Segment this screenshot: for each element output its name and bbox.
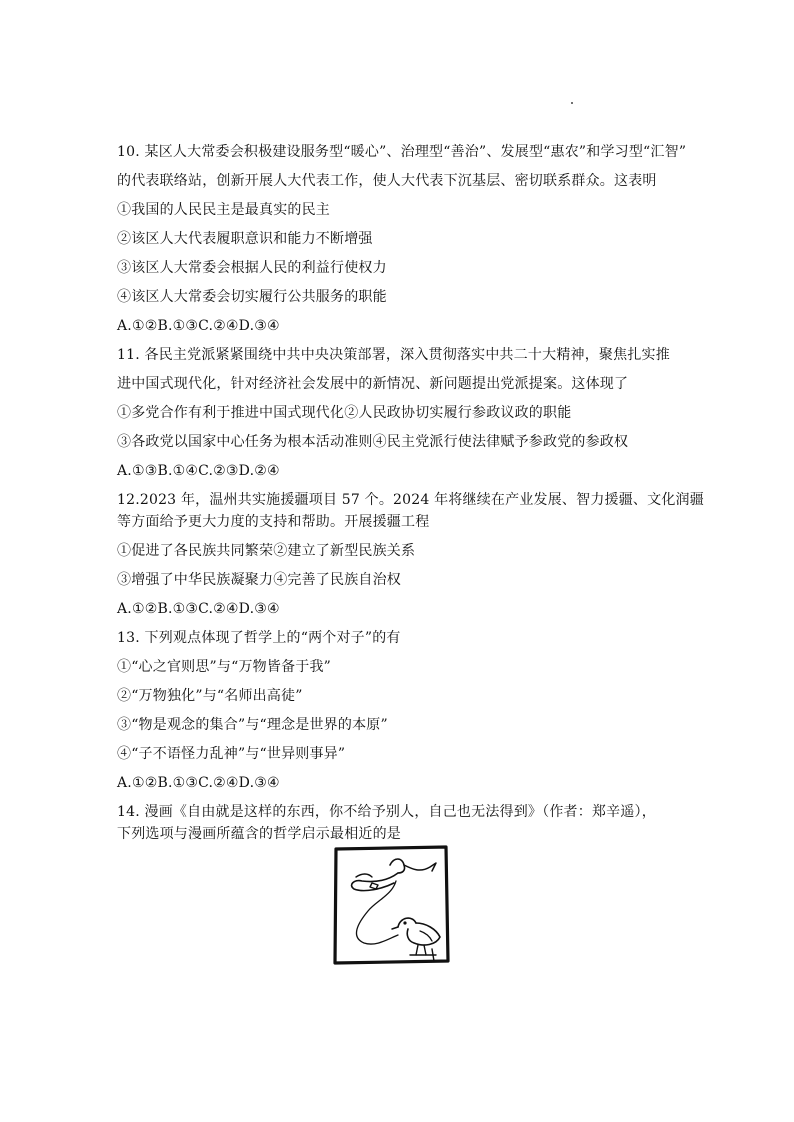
- answer-choices: A.①②B.①③C.②④D.③④: [117, 601, 280, 617]
- question-stem-line: 10. 某区人大常委会积极建设服务型“暖心”、治理型“善治”、发展型“惠农”和学习型“汇智”: [117, 144, 687, 160]
- perched-bird-wing: [420, 931, 432, 941]
- perched-bird-beak: [392, 927, 398, 929]
- cartoon-figure: [332, 843, 452, 967]
- question-stem-line: 的代表联络站，创新开展人大代表工作，使人大代表下沉基层、密切联系群众。这表明: [117, 173, 657, 189]
- answer-choices: A.①②B.①③C.②④D.③④: [117, 775, 280, 791]
- question-14: [117, 801, 687, 845]
- option-line: ①“心之官则思”与“万物皆备于我”: [117, 659, 332, 675]
- option-line: ④该区人大常委会切实履行公共服务的职能: [117, 289, 387, 305]
- question-stem-line: 13. 下列观点体现了哲学上的“两个对子”的有: [117, 630, 401, 646]
- option-line: ③各政党以国家中心任务为根本活动准则④民主党派行使法律赋予参政党的参政权: [117, 434, 629, 450]
- option-line: ②该区人大代表履职意识和能力不断增强: [117, 231, 373, 247]
- option-line: ③“物是观念的集合”与“理念是世界的本原”: [117, 717, 388, 733]
- option-line: ①我国的人民民主是最真实的民主: [117, 202, 330, 218]
- option-line: ①促进了各民族共同繁荣②建立了新型民族关系: [117, 543, 416, 559]
- question-stem-line: 11. 各民主党派紧紧围绕中共中央决策部署，深入贯彻落实中共二十大精神，聚焦扎实推: [117, 347, 670, 363]
- perched-bird-legs: [416, 945, 426, 955]
- question-list: [117, 141, 704, 845]
- question-10: [117, 141, 687, 337]
- cartoon-drawing: [332, 843, 452, 967]
- perched-bird-body: [407, 923, 440, 945]
- flying-bird-bag: [370, 883, 378, 889]
- question-stem-line: 进中国式现代化，针对经济社会发展中的新情况、新问题提出党派提案。这体现了: [117, 376, 629, 392]
- question-stem-line: 下列选项与漫画所蕴含的哲学启示最相近的是: [117, 826, 401, 842]
- answer-choices: A.①③B.①④C.②③D.②④: [117, 463, 280, 479]
- option-line: ②“万物独化”与“名师出高徒”: [117, 688, 303, 704]
- cartoon-frame: [335, 847, 448, 963]
- question-stem-line: 等方面给予更大力度的支持和帮助。开展援疆工程: [117, 514, 430, 530]
- question-stem-line: 14. 漫画《自由就是这样的东西，你不给予别人，自己也无法得到》（作者：郑辛遥），: [117, 804, 656, 820]
- question-11: [117, 344, 687, 482]
- flying-bird-neck: [404, 863, 436, 871]
- question-stem-line: 12.2023 年，温州共实施援疆项目 57 个。2024 年将继续在产业发展、智力援疆、文化润疆: [117, 492, 704, 508]
- option-line: ③增强了中华民族凝聚力④完善了民族自治权: [117, 572, 401, 588]
- flying-bird-head: [390, 859, 405, 873]
- perched-bird-eye: [404, 922, 406, 924]
- scan-speck: [571, 102, 573, 104]
- ground-marks: [410, 949, 436, 961]
- option-line: ④“子不语怪力乱神”与“世异则事异”: [117, 746, 346, 762]
- option-line: ③该区人大常委会根据人民的利益行使权力: [117, 260, 387, 276]
- question-12: [117, 489, 704, 620]
- perched-bird-head: [398, 918, 416, 927]
- option-line: ①多党合作有利于推进中国式现代化②人民政协切实履行参政议政的职能: [117, 405, 572, 421]
- question-13: [117, 627, 687, 794]
- answer-choices: A.①②B.①③C.②④D.③④: [117, 318, 280, 334]
- flying-bird-wing: [356, 874, 372, 877]
